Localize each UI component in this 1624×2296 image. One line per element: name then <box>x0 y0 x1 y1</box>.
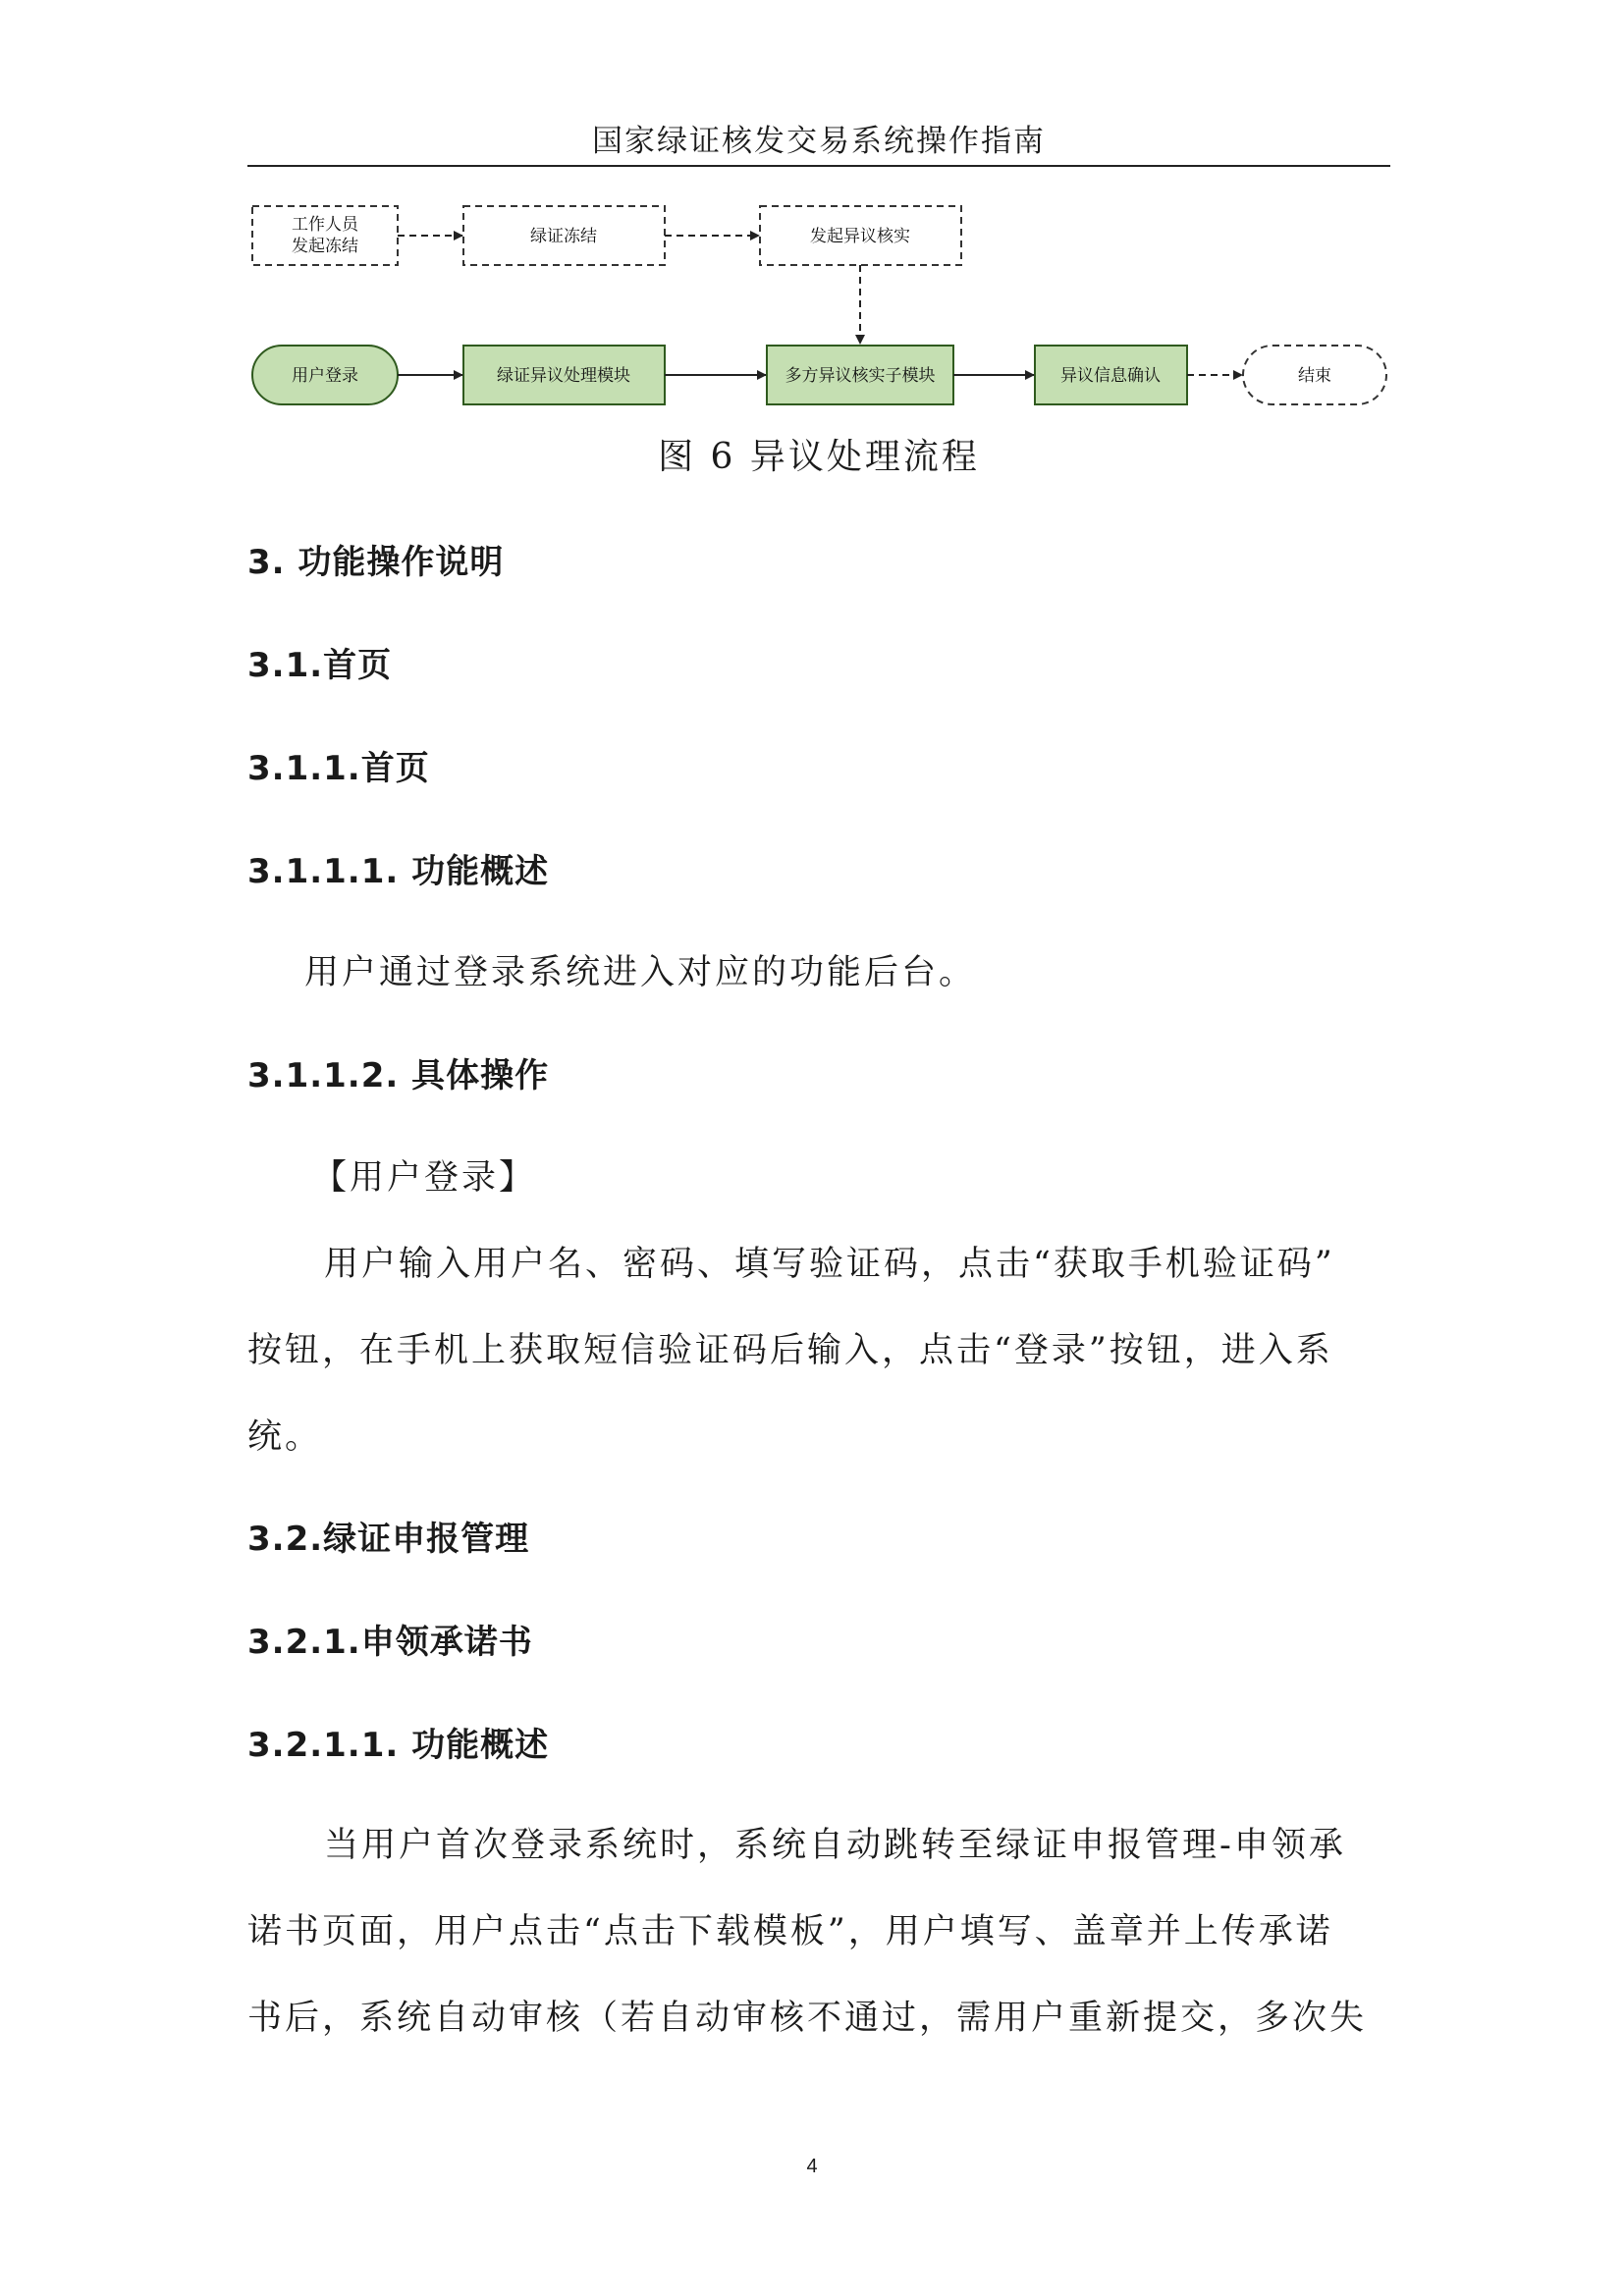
paragraph-commitment-line1: 当用户首次登录系统时，系统自动跳转至绿证申报管理-申领承 <box>324 1826 1346 1865</box>
paragraph-overview: 用户通过登录系统进入对应的功能后台。 <box>304 953 977 992</box>
page-number: 4 <box>806 2156 818 2177</box>
subheading-user-login: 【用户登录】 <box>312 1158 537 1198</box>
paragraph-login-line2: 按钮，在手机上获取短信验证码后输入，点击“登录”按钮，进入系 <box>247 1331 1333 1370</box>
header-divider <box>247 165 1390 167</box>
paragraph-login-line3: 统。 <box>247 1417 323 1457</box>
heading-3: 3. 功能操作说明 <box>247 543 505 582</box>
heading-3-2: 3.2.绿证申报管理 <box>247 1520 530 1559</box>
flow-node-info-confirm-label: 异议信息确认 <box>1060 366 1161 386</box>
flow-node-multi-party-label: 多方异议核实子模块 <box>785 366 936 386</box>
running-header: 国家绿证核发交易系统操作指南 <box>592 124 1046 159</box>
paragraph-commitment-line3: 书后，系统自动审核（若自动审核不通过，需用户重新提交，多次失 <box>247 1999 1368 2038</box>
flow-node-user-login-label: 用户登录 <box>292 366 358 386</box>
heading-3-2-1: 3.2.1.申领承诺书 <box>247 1623 533 1662</box>
heading-3-1-1-1: 3.1.1.1. 功能概述 <box>247 852 550 891</box>
flow-node-staff-freeze-line1: 工作人员 <box>292 215 358 235</box>
flow-node-initiate-verify-label: 发起异议核实 <box>810 227 910 246</box>
flow-node-staff-freeze-line2: 发起冻结 <box>292 237 358 256</box>
paragraph-login-line1: 用户输入用户名、密码、填写验证码，点击“获取手机验证码” <box>324 1245 1335 1284</box>
flow-node-cert-freeze-label: 绿证冻结 <box>530 227 597 246</box>
objection-flowchart <box>245 191 1394 417</box>
heading-3-1-1-2: 3.1.1.2. 具体操作 <box>247 1056 550 1095</box>
flow-node-objection-module-label: 绿证异议处理模块 <box>497 366 630 386</box>
figure-caption: 图 6 异议处理流程 <box>658 437 980 477</box>
heading-3-2-1-1: 3.2.1.1. 功能概述 <box>247 1726 550 1765</box>
heading-3-1: 3.1.首页 <box>247 646 393 685</box>
paragraph-commitment-line2: 诺书页面，用户点击“点击下载模板”，用户填写、盖章并上传承诺 <box>247 1912 1333 1951</box>
flow-node-end-label: 结束 <box>1298 366 1331 386</box>
heading-3-1-1: 3.1.1.首页 <box>247 749 430 788</box>
